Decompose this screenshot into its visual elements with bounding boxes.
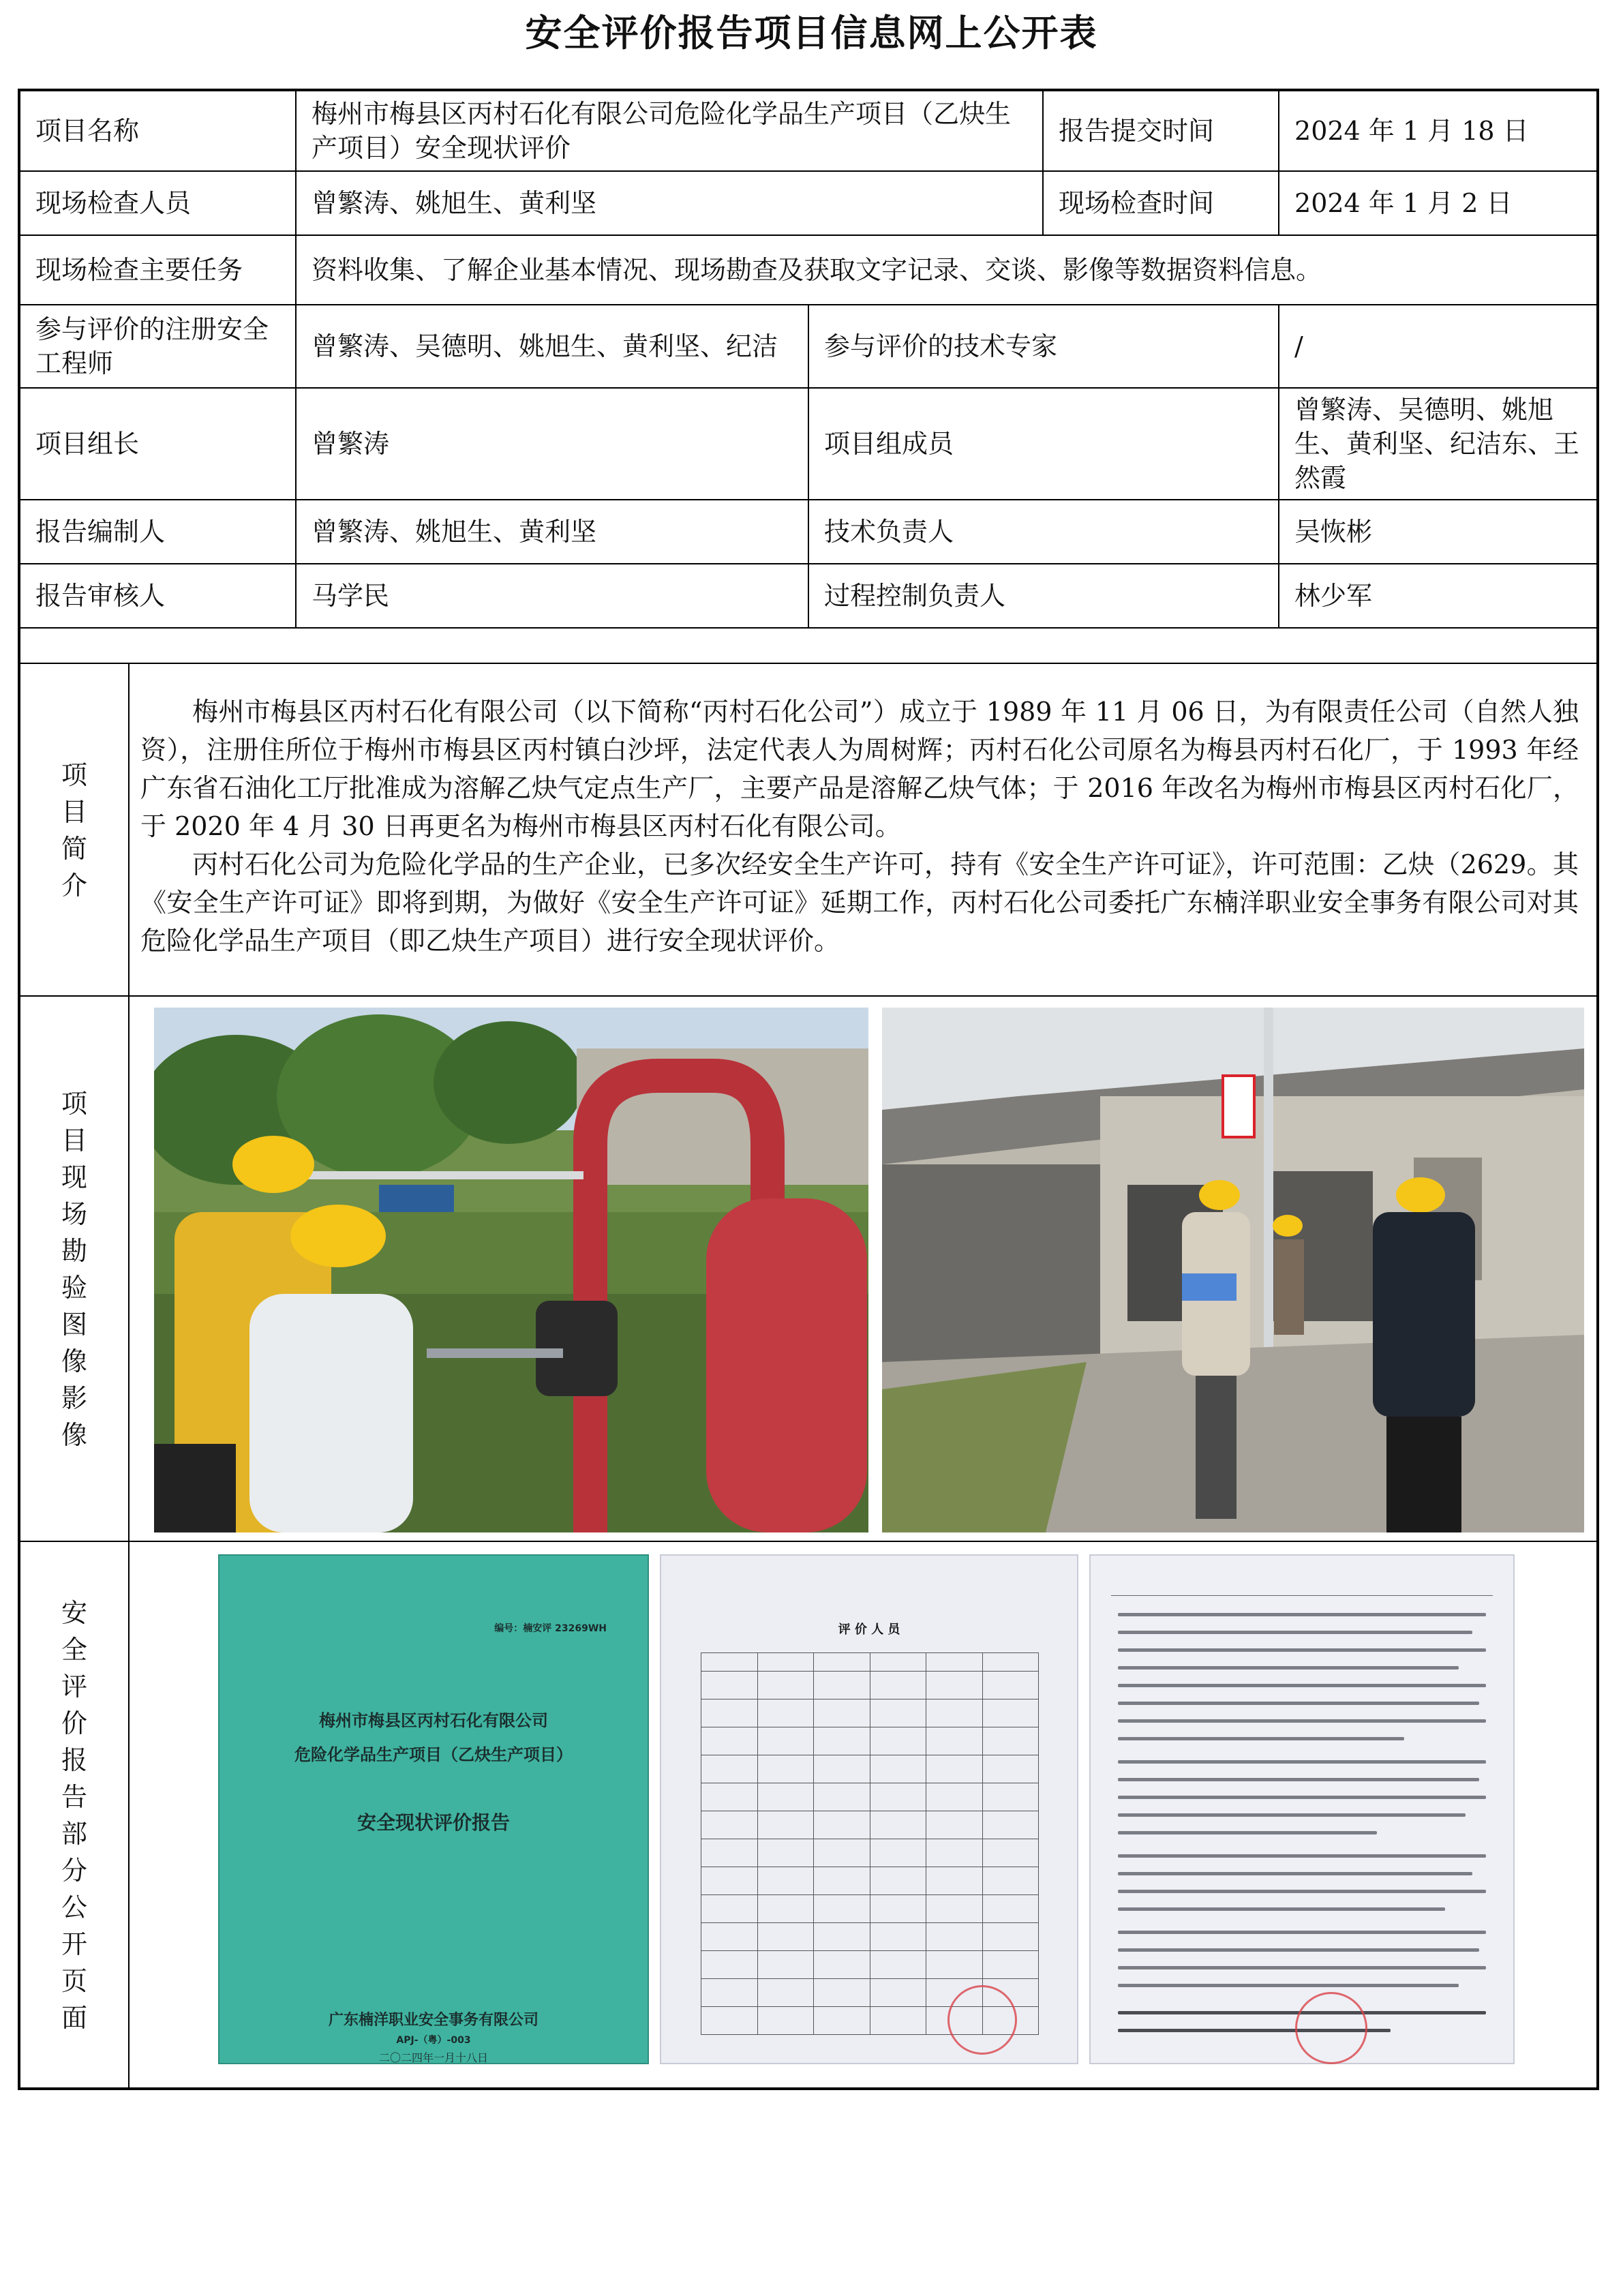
project-name-value: 梅州市梅县区丙村石化有限公司危险化学品生产项目（乙炔生产项目）安全现状评价: [296, 91, 1043, 171]
row-reviewer: [20, 564, 1596, 628]
submit-time-label: 报告提交时间: [1043, 91, 1279, 171]
intro-paragraph-1: 梅州市梅县区丙村石化有限公司（以下简称“丙村石化公司”）成立于 1989 年 11 月 06 日，为有限责任公司（自然人独资），注册住所位于梅州市梅县区丙村镇白沙坪，法定代表人为周树辉；丙村石化公司原名为梅县丙村石化厂，于 1993 年经广东省石油化工厅批准成为溶解乙炔气定点生产厂，主要产品是溶解乙炔气体；于 2016 年改名为梅州市梅县区丙村石化厂，于 2020 年 4 月 30 日再更名为梅州市梅县区丙村石化有限公司。: [140, 697, 1579, 841]
process-label: 过程控制负责人: [808, 564, 1279, 628]
project-name-label: 项目名称: [20, 91, 296, 171]
experts-label: 参与评价的技术专家: [808, 305, 1279, 388]
intro-paragraph-2: 丙村石化公司为危险化学品的生产企业，已多次经安全生产许可，持有《安全生产许可证》，许可范围：乙炔（2629。其《安全生产许可证》即将到期，为做好《安全生产许可证》延期工作，丙村石化公司委托广东楠洋职业安全事务有限公司对其危险化学品生产项目（即乙炔生产项目）进行安全现状评价。: [140, 849, 1579, 956]
cover-line-project: 危险化学品生产项目（乙炔生产项目）: [294, 1745, 573, 1764]
submit-time-value: 2024 年 1 月 18 日: [1279, 91, 1596, 171]
leader-label: 项目组长: [20, 388, 296, 500]
intro-text: [140, 693, 1579, 960]
members-value: 曾繁涛、吴德明、姚旭生、黄利坚、纪洁东、王然霞: [1279, 388, 1596, 500]
members-label: 项目组成员: [808, 388, 1279, 500]
inspectors-value: 曾繁涛、姚旭生、黄利坚: [296, 171, 1043, 235]
info-table: [20, 91, 1596, 629]
intro-label: 项目简介: [20, 664, 130, 997]
inspectors-label: 现场检查人员: [20, 171, 296, 235]
tech-label: 技术负责人: [808, 500, 1279, 564]
company-seal-stamp-2: [1295, 1992, 1367, 2064]
tasks-value: 资料收集、了解企业基本情况、现场勘查及获取文字记录、交谈、影像等数据资料信息。: [296, 235, 1596, 305]
row-project-name: [20, 91, 1596, 171]
row-leader: [20, 388, 1596, 500]
cover-number: 编号：楠安评 23269WH: [494, 1623, 607, 1634]
photos-label: 项目现场勘验图像影像: [20, 997, 130, 1542]
report-pages-section: [20, 1541, 1596, 2089]
intro-section: [20, 663, 1596, 997]
photos-section: [20, 995, 1596, 1542]
cover-line-license: APJ-（粤）-003: [396, 2035, 471, 2046]
report-page-conclusion: [1091, 1556, 1513, 2063]
reviewer-value: 马学民: [296, 564, 808, 628]
cover-line-agency: 广东楠洋职业安全事务有限公司: [328, 2012, 539, 2029]
compiler-value: 曾繁涛、姚旭生、黄利坚: [296, 500, 808, 564]
cover-line-report-title: 安全现状评价报告: [357, 1811, 510, 1834]
engineers-value: 曾繁涛、吴德明、姚旭生、黄利坚、纪洁: [296, 305, 808, 388]
report-cover-page: [219, 1556, 648, 2063]
compiler-label: 报告编制人: [20, 500, 296, 564]
tech-value: 吴恢彬: [1279, 500, 1596, 564]
evaluators-heading: 评 价 人 员: [838, 1622, 900, 1637]
inspect-time-label: 现场检查时间: [1043, 171, 1279, 235]
pages-label: 安全评价报告部分公开页面: [20, 1542, 130, 2089]
reviewer-label: 报告审核人: [20, 564, 296, 628]
tasks-label: 现场检查主要任务: [20, 235, 296, 305]
site-photo-pipe-valve: [154, 1008, 868, 1532]
leader-value: 曾繁涛: [296, 388, 808, 500]
cover-line-company: 梅州市梅县区丙村石化有限公司: [319, 1711, 548, 1730]
row-compiler: [20, 500, 1596, 564]
conclusion-page-header: [1111, 1586, 1493, 1596]
process-value: 林少军: [1279, 564, 1596, 628]
evaluators-table-thumbnail: [701, 1652, 1039, 2035]
inspect-time-value: 2024 年 1 月 2 日: [1279, 171, 1596, 235]
cover-line-date: 二〇二四年一月十八日: [378, 2051, 488, 2064]
row-tasks: [20, 235, 1596, 305]
row-engineers: [20, 305, 1596, 388]
engineers-label: 参与评价的注册安全工程师: [20, 305, 296, 388]
experts-value: /: [1279, 305, 1596, 388]
report-page-evaluators: [661, 1556, 1077, 2063]
company-seal-stamp: [947, 1985, 1017, 2055]
page-title: 安全评价报告项目信息网上公开表: [525, 12, 1098, 55]
row-inspectors: [20, 171, 1596, 235]
site-photo-warehouse: [882, 1008, 1584, 1532]
info-sheet: [18, 89, 1599, 2090]
